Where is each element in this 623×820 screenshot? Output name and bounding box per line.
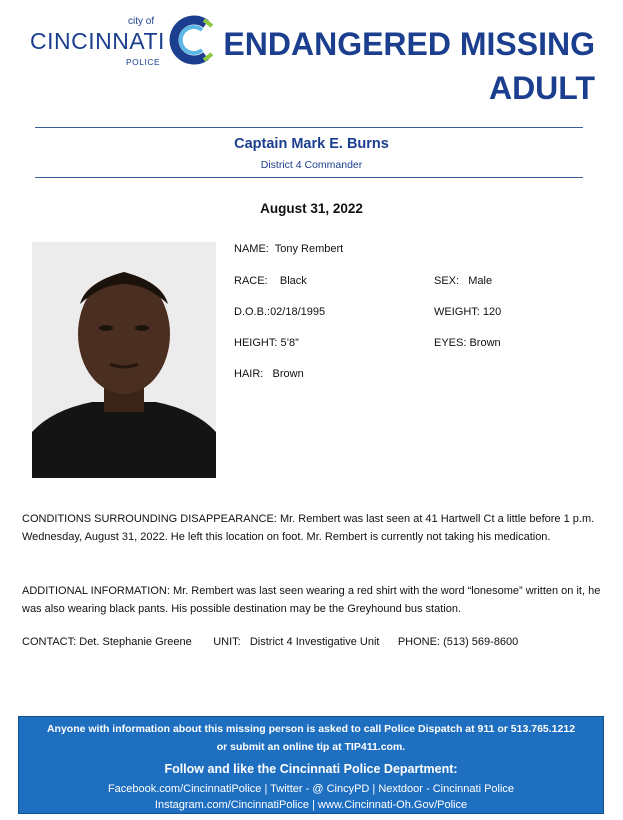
captain-name: Captain Mark E. Burns bbox=[234, 136, 389, 152]
unit-value: District 4 Investigative Unit bbox=[249, 636, 380, 648]
captain-title: District 4 Commander bbox=[260, 159, 363, 171]
name-value: Tony Rembert bbox=[274, 243, 344, 255]
weight-label: WEIGHT: bbox=[434, 306, 480, 318]
race-field bbox=[234, 275, 307, 287]
eyes-field bbox=[434, 337, 501, 349]
headline-line-2: ADULT bbox=[488, 70, 595, 106]
conditions-paragraph bbox=[22, 510, 602, 546]
dob-value: 02/18/1995 bbox=[270, 306, 326, 318]
dob-label: D.O.B.: bbox=[234, 306, 271, 318]
dob-field bbox=[234, 306, 325, 318]
footer-social-links bbox=[19, 781, 603, 813]
footer-line-2: or submit an online tip at TIP411.com. bbox=[216, 741, 406, 753]
phone-label: PHONE: bbox=[397, 636, 440, 648]
name-label: NAME: bbox=[234, 243, 269, 255]
sex-field bbox=[434, 275, 492, 287]
alert-headline bbox=[205, 22, 595, 110]
additional-label: ADDITIONAL INFORMATION: bbox=[22, 585, 170, 597]
height-field bbox=[234, 337, 299, 349]
footer-follow-heading: Follow and like the Cincinnati Police Department: bbox=[164, 762, 458, 776]
portrait-silhouette-icon bbox=[32, 242, 216, 478]
unit-label: UNIT: bbox=[213, 636, 241, 648]
divider-bottom bbox=[35, 177, 583, 178]
hair-label: HAIR: bbox=[234, 368, 264, 380]
height-value: 5’8” bbox=[280, 337, 299, 349]
sex-value: Male bbox=[468, 275, 493, 287]
hair-value: Brown bbox=[272, 368, 304, 380]
footer-social-line-1: Facebook.com/CincinnatiPolice | Twitter - @ CincyPD | Nextdoor - Cincinnati Police bbox=[107, 783, 515, 795]
eyes-value: Brown bbox=[469, 337, 501, 349]
race-label: RACE: bbox=[234, 275, 268, 287]
footer-callout bbox=[18, 716, 604, 814]
hair-field bbox=[234, 368, 304, 380]
conditions-label: CONDITIONS SURROUNDING DISAPPEARANCE: bbox=[22, 513, 277, 525]
cincinnati-police-logo bbox=[30, 14, 215, 74]
missing-person-photo bbox=[32, 242, 216, 478]
headline-line-1: ENDANGERED MISSING bbox=[223, 26, 595, 62]
race-value: Black bbox=[279, 275, 307, 287]
conditions-text: Mr. Rembert was last seen at 41 Hartwell Ct a little before 1 p.m. Wednesday, August 31, 2022. He left this location on foot. Mr. Rembert is currently not taking his medication. bbox=[22, 513, 595, 543]
weight-value: 120 bbox=[482, 306, 502, 318]
contact-value: Det. Stephanie Greene bbox=[79, 636, 192, 648]
footer-line-1: Anyone with information about this missing person is asked to call Police Dispatch at 911 or 513.765.1212 bbox=[46, 723, 576, 735]
name-field bbox=[234, 243, 343, 255]
logo-cincinnati: CINCINNATI bbox=[30, 28, 165, 54]
phone-value: (513) 569-8600 bbox=[443, 636, 519, 648]
report-date: August 31, 2022 bbox=[260, 201, 363, 216]
height-label: HEIGHT: bbox=[234, 337, 278, 349]
divider-top bbox=[35, 127, 583, 128]
footer-social-line-2: Instagram.com/CincinnatiPolice | www.Cincinnati-Oh.Gov/Police bbox=[154, 799, 468, 811]
sex-label: SEX: bbox=[434, 275, 460, 287]
logo-police: POLICE bbox=[126, 57, 161, 67]
footer-tip-text bbox=[19, 720, 603, 756]
additional-text: Mr. Rembert was last seen wearing a red shirt with the word “lonesome” written on it, he was also wearing black pants. His possible destination may be the Greyhound bus station. bbox=[22, 585, 601, 615]
additional-info-paragraph bbox=[22, 582, 602, 618]
logo-city-of: city of bbox=[128, 16, 155, 27]
contact-label: CONTACT: bbox=[22, 636, 77, 648]
contact-line bbox=[22, 636, 518, 648]
weight-field bbox=[434, 306, 501, 318]
eyes-label: EYES: bbox=[434, 337, 467, 349]
